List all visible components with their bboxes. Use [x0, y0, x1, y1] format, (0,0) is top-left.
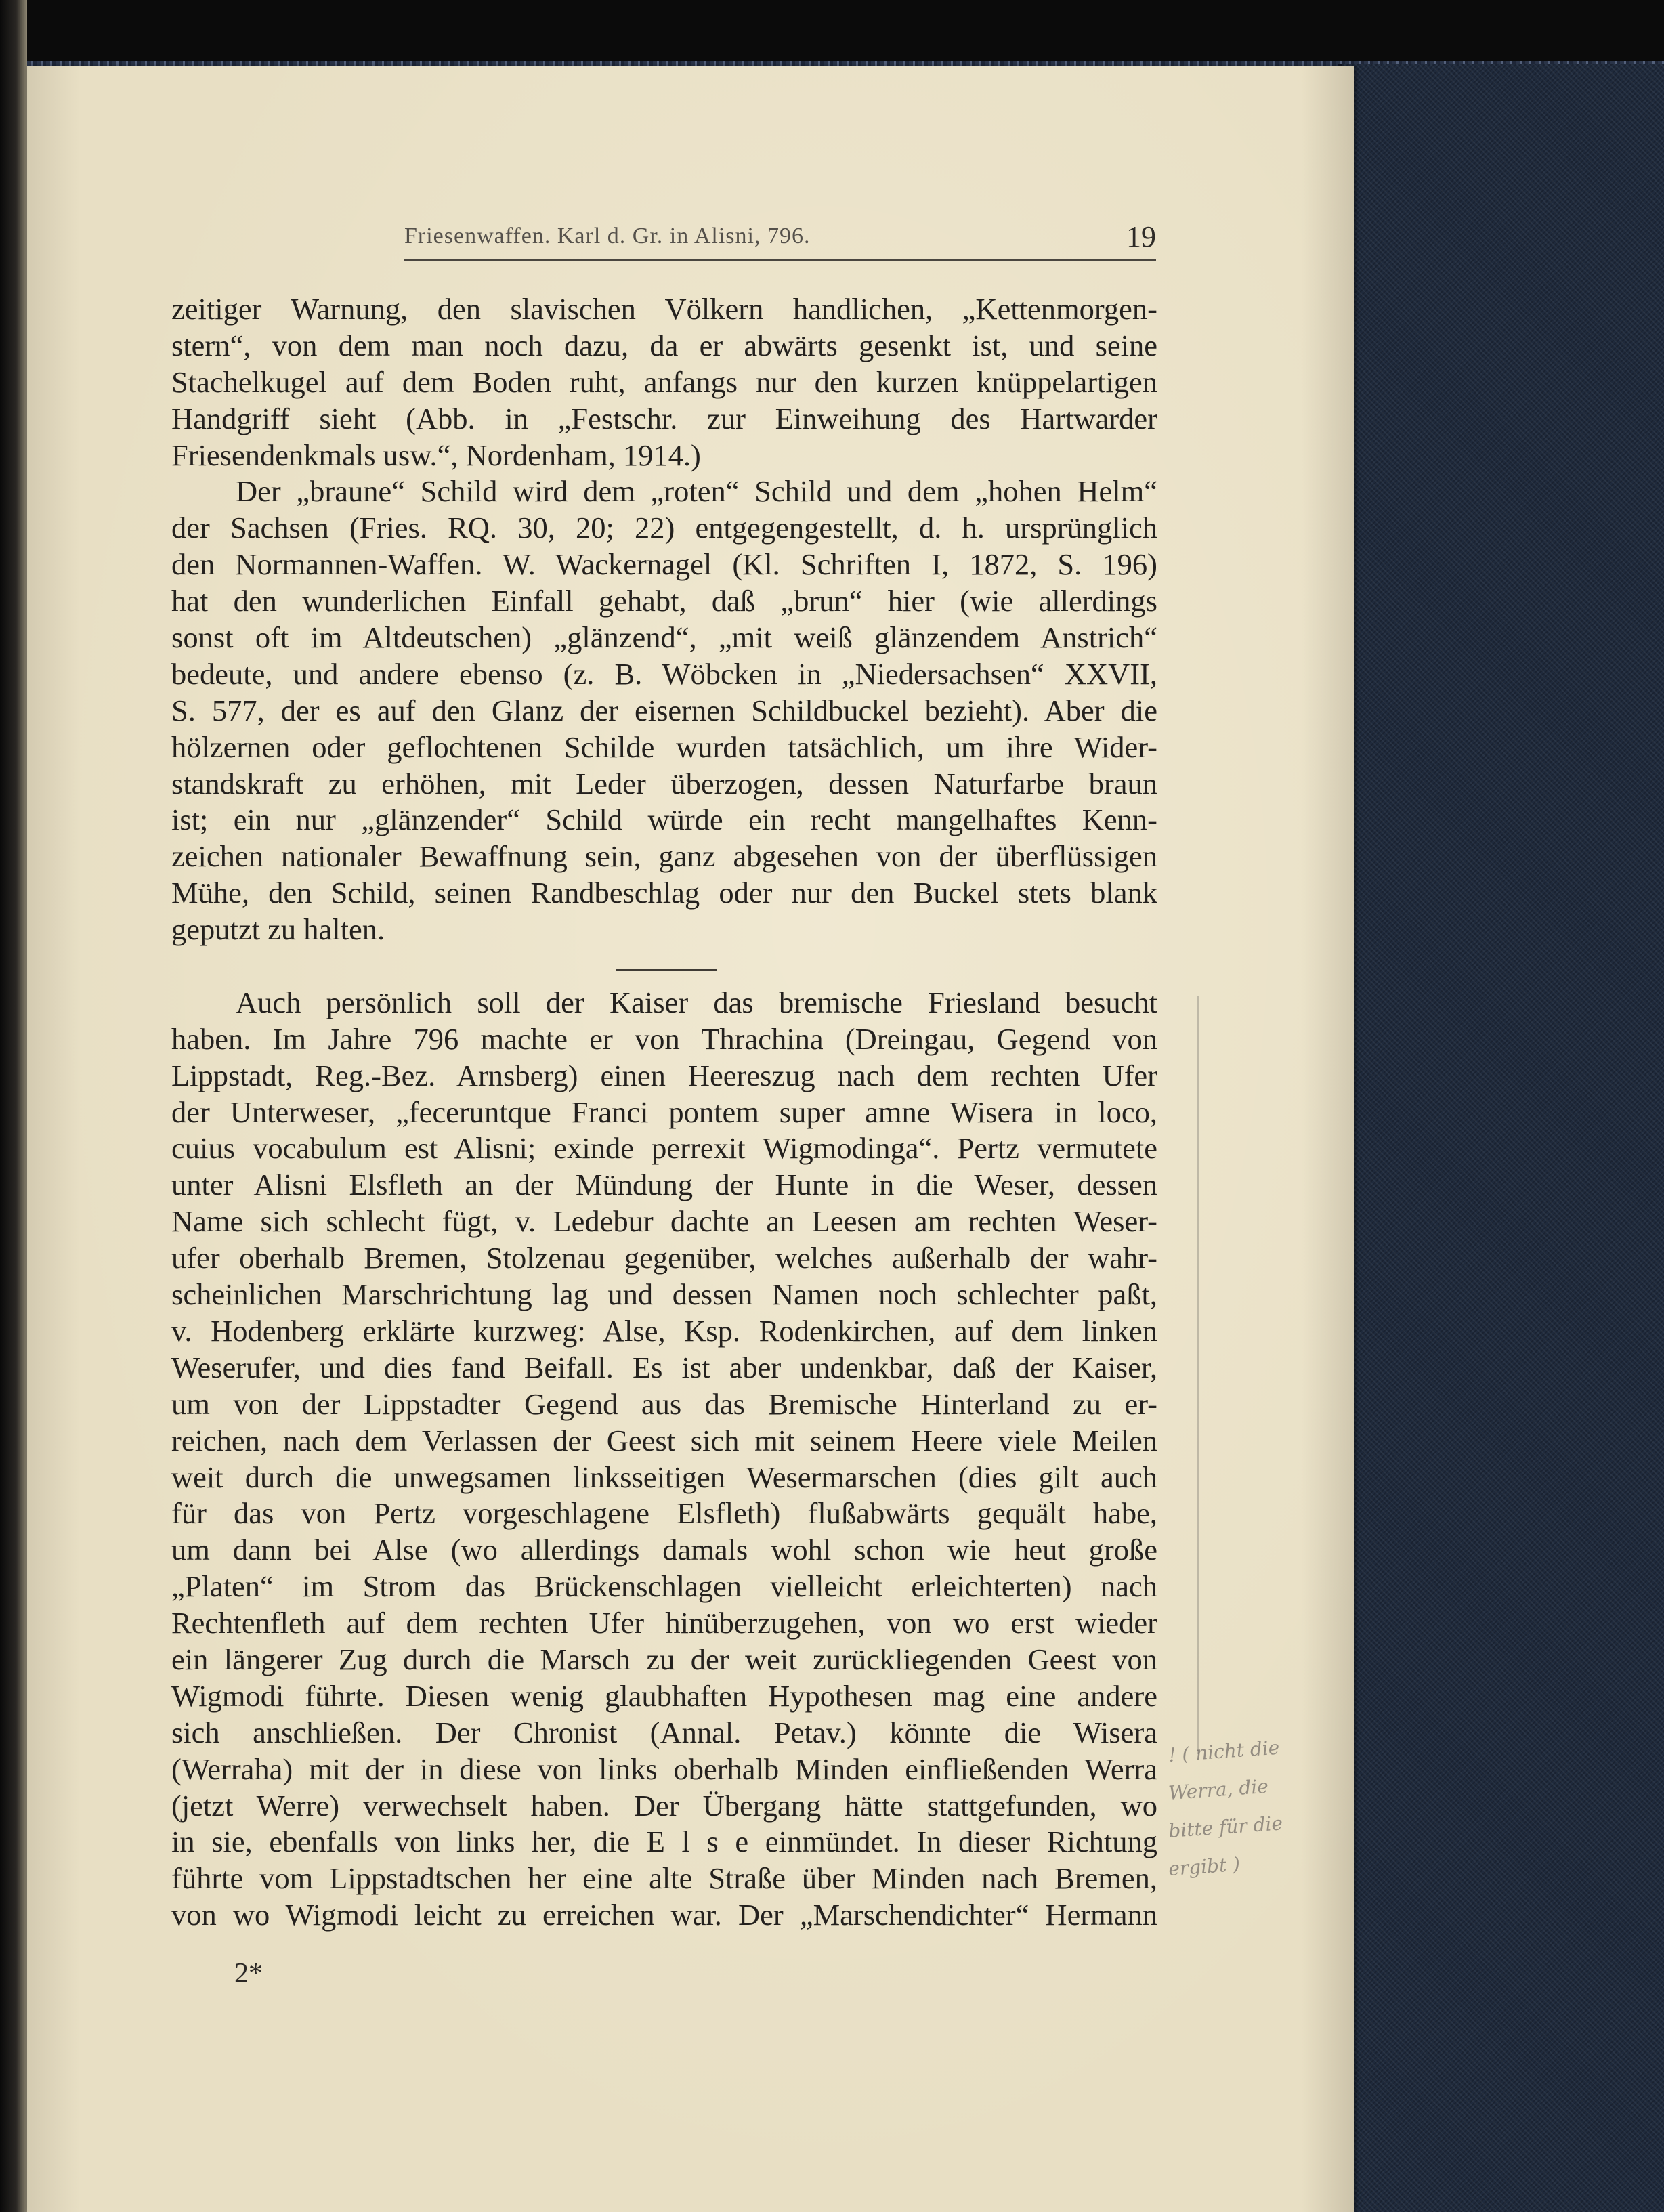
- text-line: Name sich schlecht fügt, v. Ledebur dachte an Leesen am rechten Weser-: [171, 1204, 1157, 1239]
- text-line: Rechtenfleth auf dem rechten Ufer hinüberzugehen, von wo erst wieder: [171, 1606, 1157, 1640]
- text-line: zeitiger Warnung, den slavischen Völkern handlichen, „Kettenmorgen-: [171, 292, 1157, 326]
- text-line: den Normannen-Waffen. W. Wackernagel (Kl. Schriften I, 1872, S. 196): [171, 547, 1157, 582]
- text-line: Wigmodi führte. Diesen wenig glaubhaften Hypothesen mag eine andere: [171, 1678, 1157, 1713]
- text-line: „Platen“ im Strom das Brückenschlagen vielleicht erleichterten) nach: [171, 1569, 1157, 1604]
- text-line: bedeute, und andere ebenso (z. B. Wöbcken in „Niedersachsen“ XXVII,: [171, 656, 1157, 691]
- text-line: hölzernen oder geflochtenen Schilde wurden tatsächlich, um ihre Wider-: [171, 729, 1157, 764]
- text-line: Handgriff sieht (Abb. in „Festschr. zur Einweihung des Hartwarder: [171, 401, 1157, 435]
- text-line: ein längerer Zug durch die Marsch zu der weit zurückliegenden Geest von: [171, 1642, 1157, 1676]
- text-line: um dann bei Alse (wo allerdings damals wohl schon wie heut große: [171, 1533, 1157, 1567]
- text-line: v. Hodenberg erklärte kurzweg: Alse, Ksp. Rodenkirchen, auf dem linken: [171, 1313, 1157, 1348]
- text-line: in sie, ebenfalls von links her, die E l s e einmündet. In dieser Richtung: [171, 1825, 1157, 1859]
- text-line: der Unterweser, „feceruntque Franci pontem super amne Wisera in loco,: [171, 1094, 1157, 1129]
- running-head: Friesenwaffen. Karl d. Gr. in Alisni, 796.: [404, 224, 811, 249]
- text-line: ufer oberhalb Bremen, Stolzenau gegenüber, welches außerhalb der wahr-: [171, 1241, 1157, 1275]
- header-rule: [404, 259, 1156, 261]
- text-line: cuius vocabulum est Alisni; exinde perrexit Wigmodinga“. Pertz vermutete: [171, 1131, 1157, 1166]
- text-line: Friesendenkmals usw.“, Nordenham, 1914.): [171, 438, 701, 472]
- text-line: von wo Wigmodi leicht zu erreichen war. Der „Marschendichter“ Hermann: [171, 1898, 1157, 1932]
- book-gutter-edge: [0, 0, 27, 2212]
- text-line: (jetzt Werre) verwechselt haben. Der Übergang hätte stattgefunden, wo: [171, 1788, 1157, 1823]
- text-line: ist; ein nur „glänzender“ Schild würde ein recht mangelhaftes Kenn-: [171, 803, 1157, 837]
- text-line: weit durch die unwegsamen linksseitigen Wesermarschen (dies gilt auch: [171, 1460, 1157, 1494]
- text-line: sonst oft im Altdeutschen) „glänzend“, „mit weiß glänzendem Anstrich“: [171, 620, 1157, 655]
- margin-note-line: ! ( nicht die: [1168, 1736, 1281, 1767]
- text-line: Der „braune“ Schild wird dem „roten“ Schild und dem „hohen Helm“: [236, 474, 1157, 509]
- text-line: stern“, von dem man noch dazu, da er abwärts gesenkt ist, und seine: [171, 328, 1157, 362]
- text-line: zeichen nationaler Bewaffnung sein, ganz abgesehen von der überflüssigen: [171, 839, 1157, 874]
- margin-note-line: Werra, die: [1168, 1774, 1269, 1805]
- text-line: scheinlichen Marschrichtung lag und dessen Namen noch schlechter paßt,: [171, 1277, 1157, 1312]
- printer-signature: 2*: [234, 1958, 263, 1989]
- text-line: um von der Lippstadter Gegend aus das Bremische Hinterland zu er-: [171, 1386, 1157, 1421]
- text-line: Weserufer, und dies fand Beifall. Es ist aber undenkbar, daß der Kaiser,: [171, 1350, 1157, 1384]
- text-line: Auch persönlich soll der Kaiser das bremische Friesland besucht: [236, 985, 1157, 1019]
- text-line: S. 577, der es auf den Glanz der eisernen Schildbuckel bezieht). Aber die: [171, 693, 1157, 727]
- text-line: unter Alisni Elsfleth an der Mündung der Hunte in die Weser, dessen: [171, 1168, 1157, 1202]
- text-line: Lippstadt, Reg.-Bez. Arnsberg) einen Heereszug nach dem rechten Ufer: [171, 1058, 1157, 1092]
- section-divider: [616, 969, 717, 971]
- pencil-margin-line: [1197, 996, 1199, 1754]
- text-line: für das von Pertz vorgeschlagene Elsfleth) flußabwärts gequält habe,: [171, 1496, 1157, 1531]
- text-line: der Sachsen (Fries. RQ. 30, 20; 22) entgegengestellt, d. h. ursprünglich: [171, 511, 1157, 545]
- text-line: hat den wunderlichen Einfall gehabt, daß „brun“ hier (wie allerdings: [171, 584, 1157, 618]
- text-line: standskraft zu erhöhen, mit Leder überzogen, dessen Naturfarbe braun: [171, 766, 1157, 801]
- text-line: (Werraha) mit der in diese von links oberhalb Minden einfließenden Werra: [171, 1751, 1157, 1786]
- text-line: Stachelkugel auf dem Boden ruht, anfangs nur den kurzen knüppelartigen: [171, 364, 1157, 399]
- text-line: führte vom Lippstadtschen her eine alte Straße über Minden nach Bremen,: [171, 1861, 1157, 1896]
- text-line: geputzt zu halten.: [171, 912, 385, 947]
- page-number: 19: [1126, 220, 1156, 253]
- text-line: sich anschließen. Der Chronist (Annal. Petav.) könnte die Wisera: [171, 1715, 1157, 1749]
- margin-note-line: ergibt ): [1168, 1852, 1241, 1881]
- book-cover: [1338, 64, 1664, 2212]
- text-line: reichen, nach dem Verlassen der Geest sich mit seinem Heere viele Meilen: [171, 1423, 1157, 1458]
- page-header: [404, 220, 1156, 257]
- margin-note-line: bitte für die: [1168, 1812, 1284, 1843]
- text-line: haben. Im Jahre 796 machte er von Thrachina (Dreingau, Gegend von: [171, 1021, 1157, 1056]
- text-line: Mühe, den Schild, seinen Randbeschlag oder nur den Buckel stets blank: [171, 876, 1157, 910]
- body-text: [171, 291, 1157, 1934]
- handwritten-margin-note: [1168, 1730, 1344, 1886]
